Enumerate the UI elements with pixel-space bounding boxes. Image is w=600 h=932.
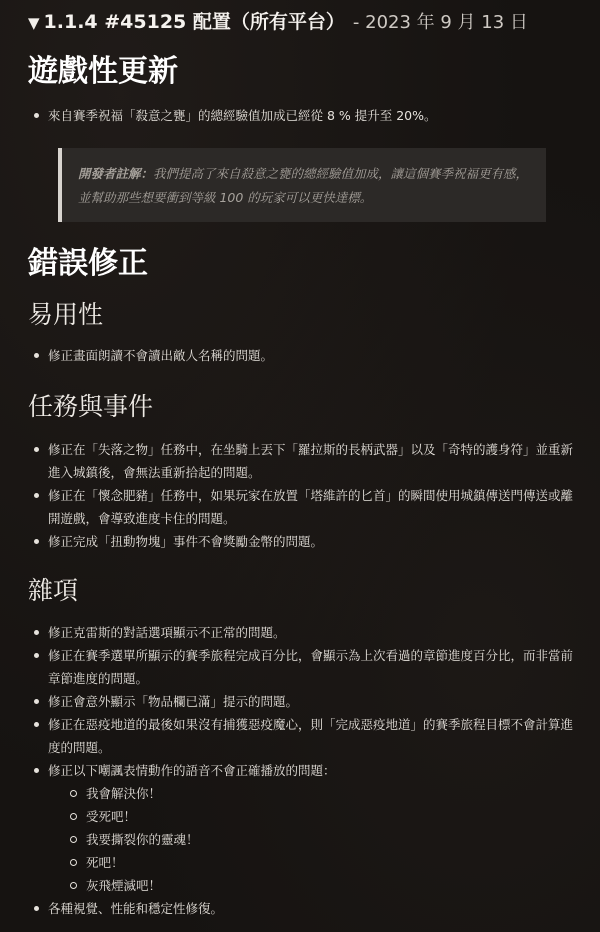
developer-note	[58, 148, 546, 222]
list-item: 修正在「失落之物」任務中，在坐騎上丟下「羅拉斯的長柄武器」以及「奇特的護身符」並重新進入城鎮後，會無法重新拾起的問題。	[30, 438, 582, 484]
gameplay-updates-list	[30, 104, 582, 127]
patch-date: - 2023 年 9 月 13 日	[352, 12, 528, 33]
developer-note-text: 我們提高了來自殺意之甕的總經驗值加成，讓這個賽季祝福更有感，並幫助那些想要衝到等級 100 的玩家可以更快達標。	[78, 166, 529, 205]
list-item: 來自賽季祝福「殺意之甕」的總經驗值加成已經從 8 % 提升至 20%。	[30, 104, 582, 127]
taunt-item: 灰飛煙滅吧！	[68, 874, 582, 897]
list-item: 修正會意外顯示「物品欄已滿」提示的問題。	[30, 690, 582, 713]
list-item: 修正完成「扭動物塊」事件不會獎勵金幣的問題。	[30, 530, 582, 553]
list-item: 修正在惡疫地道的最後如果沒有捕獲惡疫魔心，則「完成惡疫地道」的賽季旅程目標不會計算進度的問題。	[30, 713, 582, 759]
gameplay-updates-heading: 遊戲性更新	[28, 54, 178, 89]
developer-note-label: 開發者註解：	[78, 166, 154, 181]
taunt-item: 死吧！	[68, 851, 582, 874]
quests-events-heading: 任務與事件	[28, 392, 154, 421]
collapse-triangle-icon[interactable]: ▼	[28, 14, 40, 32]
misc-list	[30, 621, 582, 920]
list-item: 各種視覺、性能和穩定性修復。	[30, 897, 582, 920]
list-item: 修正在賽季選單所顯示的賽季旅程完成百分比，會顯示為上次看過的章節進度百分比，而非當前章節進度的問題。	[30, 644, 582, 690]
list-item: 修正畫面朗讀不會讀出敵人名稱的問題。	[30, 344, 582, 367]
accessibility-list	[30, 344, 582, 367]
bug-fixes-heading: 錯誤修正	[28, 246, 148, 281]
misc-heading: 雜項	[28, 576, 79, 605]
list-item: 修正克雷斯的對話選項顯示不正常的問題。	[30, 621, 582, 644]
taunt-list	[48, 782, 582, 897]
accessibility-heading: 易用性	[28, 300, 104, 329]
patch-version-title: 1.1.4 #45125 配置（所有平台）	[43, 11, 345, 33]
patch-version-header[interactable]	[28, 8, 528, 37]
taunt-item: 我會解決你！	[68, 782, 582, 805]
list-item-text: 修正以下嘲諷表情動作的語音不會正確播放的問題：	[48, 763, 336, 778]
quests-events-list	[30, 438, 582, 553]
taunt-item: 受死吧！	[68, 805, 582, 828]
list-item: 修正在「懷念肥豬」任務中，如果玩家在放置「塔維許的匕首」的瞬間使用城鎮傳送門傳送或離開遊戲，會導致進度卡住的問題。	[30, 484, 582, 530]
list-item	[30, 759, 582, 897]
taunt-item: 我要撕裂你的靈魂！	[68, 828, 582, 851]
